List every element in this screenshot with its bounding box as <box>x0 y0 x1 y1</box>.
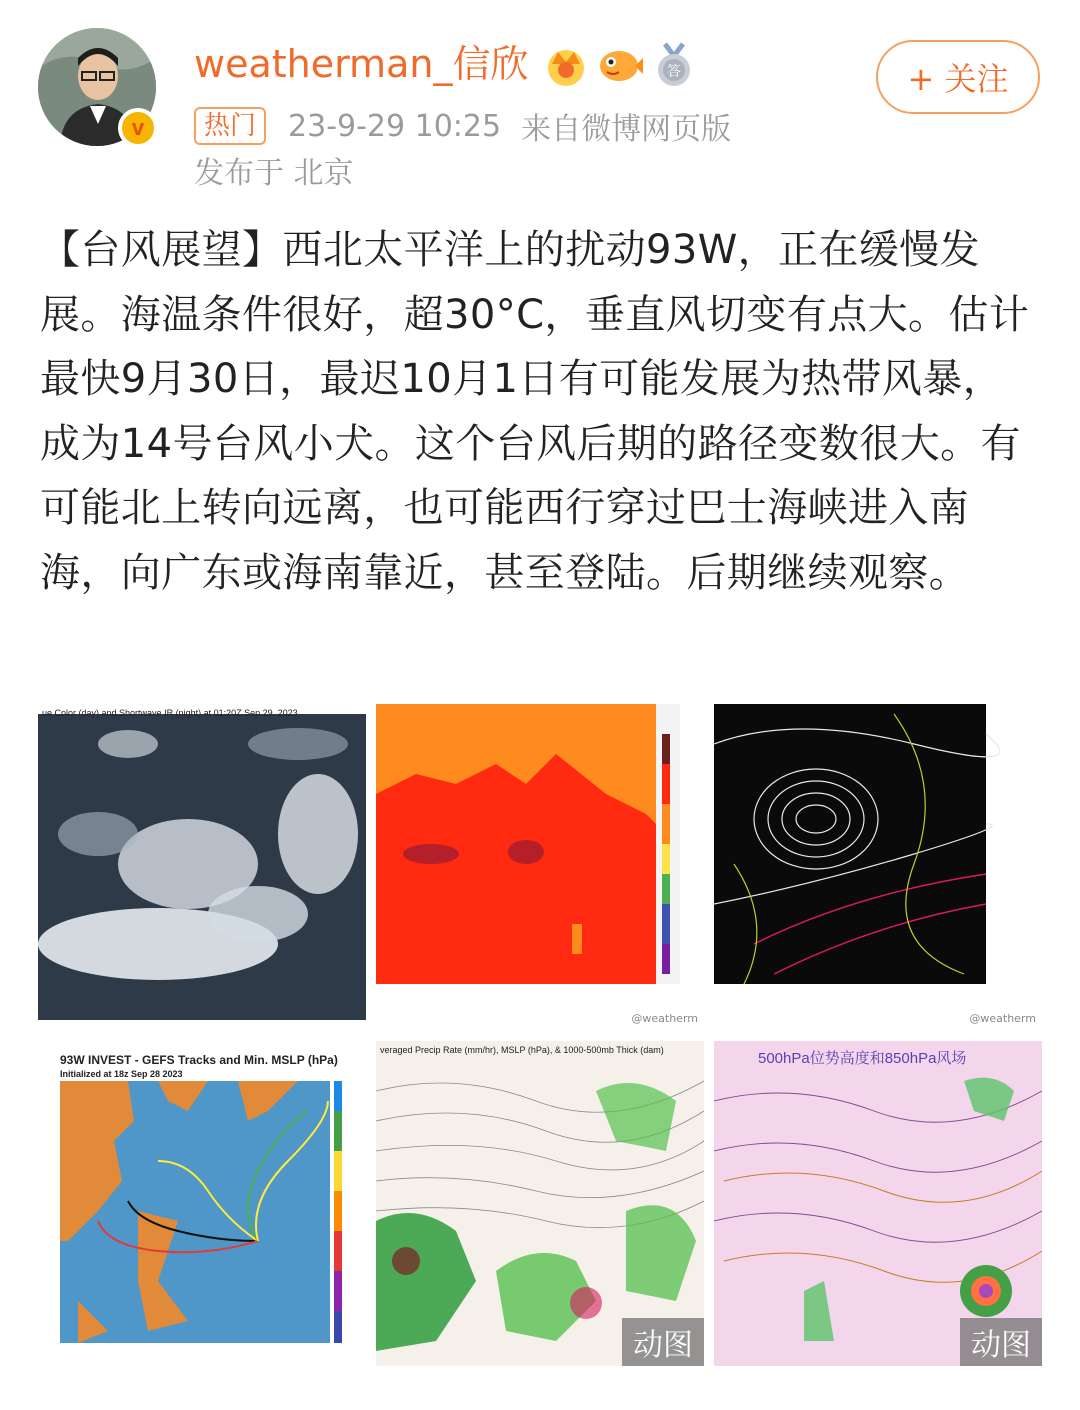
hot-badge[interactable]: 热门 <box>194 107 266 145</box>
image-wind-shear[interactable] <box>714 704 1042 1029</box>
image-watermark: @weatherm <box>969 1012 1036 1025</box>
post-timestamp[interactable]: 23-9-29 10:25 <box>288 108 502 144</box>
follow-button[interactable]: + 关注 <box>876 40 1040 114</box>
post-body: 【台风展望】西北太平洋上的扰动93W，正在缓慢发展。海温条件很好，超30°C，垂直风切变有点大。估计最快9月30日，最迟10月1日有可能发展为热带风暴，成为14号台风小犬。这个台风后期的路径变数很大。有可能北上转向远离，也可能西行穿过巴士海峡进入南海，向广东或海南靠近，甚至登陆。后期继续观察。 <box>40 227 1030 596</box>
user-badges <box>543 42 697 88</box>
image-caption: veraged Precip Rate (mm/hr), MSLP (hPa), & 1000-500mb Thick (dam) <box>380 1045 664 1055</box>
post-source: 来自微博网页版 <box>521 112 732 147</box>
username-link[interactable]: weatherman_信欣 <box>194 42 529 86</box>
pufferfish-icon <box>597 42 643 88</box>
image-caption: 93W INVEST - GEFS Tracks and Min. MSLP (hPa) <box>60 1053 338 1067</box>
post-location: 发布于 北京 <box>194 156 354 191</box>
image-caption: ue Color (day) and Shortwave IR (night) at 01:20Z Sep 29, 2023 <box>42 708 298 718</box>
svg-text:答: 答 <box>667 64 681 80</box>
image-watermark: @weatherm <box>631 1012 698 1025</box>
image-satellite[interactable] <box>38 704 366 1029</box>
image-caption: 500hPa位势高度和850hPa风场 <box>758 1050 967 1067</box>
gif-badge: 动图 <box>960 1318 1042 1366</box>
image-gefs-tracks[interactable] <box>38 1041 366 1366</box>
image-subcaption: Initialized at 18z Sep 28 2023 <box>60 1069 183 1079</box>
image-precip-forecast[interactable] <box>376 1041 704 1366</box>
image-500hpa-wind[interactable] <box>714 1041 1042 1366</box>
image-grid <box>38 704 1042 1366</box>
post-meta <box>194 104 731 148</box>
gif-badge: 动图 <box>622 1318 704 1366</box>
crown-icon <box>543 42 589 88</box>
medal-icon <box>651 42 697 88</box>
image-sst-map[interactable] <box>376 704 704 1029</box>
verified-badge-icon: v <box>118 108 158 148</box>
